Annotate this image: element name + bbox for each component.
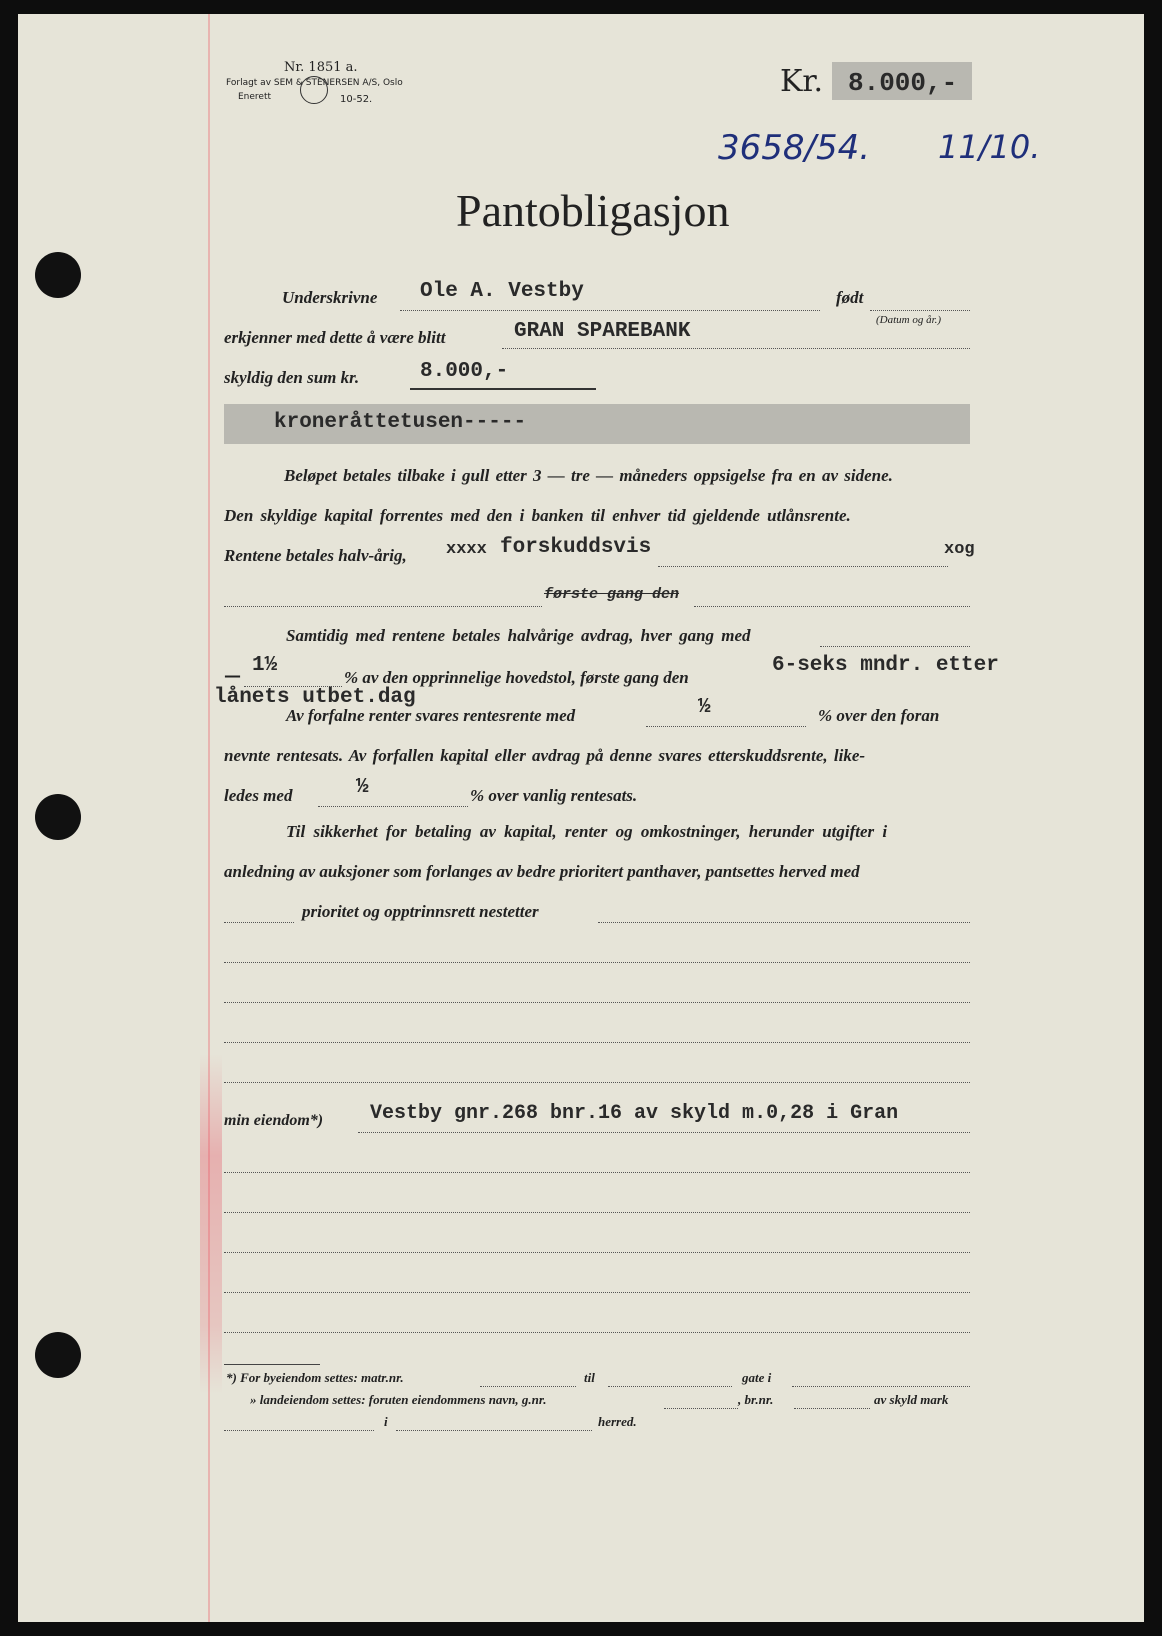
rentene-line xyxy=(658,566,948,567)
body-line-11: anledning av auksjoner som forlanges av bedre prioritert panthaver, pantsettes herved med xyxy=(224,862,860,881)
forste-avdrag-cont: lånets utbet.dag xyxy=(214,686,416,709)
footnote-i-line xyxy=(396,1430,592,1431)
publisher-enerett: Enerett xyxy=(238,92,272,102)
rentene-label: Rentene betales halv-årig, xyxy=(224,546,407,565)
blank-line-7 xyxy=(224,1252,970,1253)
creditor-line xyxy=(502,348,970,349)
fodt-label: født xyxy=(836,288,864,307)
rentene-value: forskuddsvis xyxy=(500,536,652,559)
publisher-date: 10-52. xyxy=(340,94,373,105)
punch-hole-bottom xyxy=(35,1332,81,1378)
handwritten-reference: 3658/54. xyxy=(718,128,871,168)
amount-label: Kr. xyxy=(780,64,823,99)
ledes-value: ½ xyxy=(356,776,369,799)
blank-line-4 xyxy=(224,1082,970,1083)
avdrag-percent: 1½ xyxy=(252,654,278,677)
publisher-line: Forlagt av SEM & STENERSEN A/S, Oslo xyxy=(226,78,403,88)
body-line-8: nevnte rentesats. Av forfallen kapital eller avdrag på denne svares etterskuddsrente, like- xyxy=(224,746,866,765)
footnote-line-3b: herred. xyxy=(598,1414,637,1429)
rentene-end: xog xyxy=(944,540,975,559)
erkjenner-label: erkjenner med dette å være blitt xyxy=(224,328,446,347)
underskrivne-label: Underskrivne xyxy=(282,288,378,307)
footnote-matr-line xyxy=(480,1386,576,1387)
body-line-5: Samtidig med rentene betales halvårige avdrag, hver gang med xyxy=(286,626,751,645)
footnote-line-2b: , br.nr. xyxy=(738,1392,774,1407)
skyldig-label: skyldig den sum kr. xyxy=(224,368,360,387)
ledes-end: % over vanlig rentesats. xyxy=(470,786,638,805)
footnote-line-2a: » landeiendom settes: foruten eiendommens navn, g.nr. xyxy=(250,1392,547,1407)
blank-line-8 xyxy=(224,1292,970,1293)
blank-line-3 xyxy=(224,1042,970,1043)
footnote-gate-line xyxy=(792,1386,970,1387)
footnote-line-2c: av skyld mark xyxy=(874,1392,949,1407)
avdrag-line xyxy=(820,646,970,647)
eiendom-value: Vestby gnr.268 bnr.16 av skyld m.0,28 i Gran xyxy=(370,1102,899,1125)
blank-line-5 xyxy=(224,1172,970,1173)
document-page xyxy=(18,14,1144,1622)
footnote-mark-line xyxy=(224,1430,374,1431)
sum-underline xyxy=(410,388,596,390)
rentesrente-value: ½ xyxy=(698,696,711,719)
ledes-line xyxy=(318,806,468,807)
rentesrente-line xyxy=(646,726,806,727)
underskrivne-line xyxy=(400,310,820,311)
blank-line-6 xyxy=(224,1212,970,1213)
sum-value: 8.000,- xyxy=(420,360,509,383)
ledes-label: ledes med xyxy=(224,786,293,805)
body-line-2: Den skyldige kapital forrentes med den i banken til enhver tid gjeldende utlånsrente. xyxy=(224,506,851,525)
body-line-10: Til sikkerhet for betaling av kapital, renter og omkostninger, herunder utgifter i xyxy=(286,822,888,841)
body-line-12: prioritet og opptrinnsrett nestetter xyxy=(302,902,539,921)
fodt-line xyxy=(870,310,970,311)
rentesrente-label: Av forfalne renter svares rentesrente med xyxy=(286,706,576,725)
forste-avdrag-value: 6-seks mndr. etter xyxy=(772,654,999,677)
punch-hole-top xyxy=(35,252,81,298)
forste-line-right xyxy=(694,606,970,607)
prioritet-line-right xyxy=(598,922,970,923)
dash: — xyxy=(224,666,241,686)
blank-line-9 xyxy=(224,1332,970,1333)
footnote-line-1b: til xyxy=(584,1370,595,1385)
body-line-1: Beløpet betales tilbake i gull etter 3 — tre — måneders oppsigelse fra en av sidene. xyxy=(284,466,893,485)
publisher-logo xyxy=(300,76,328,104)
body-line-6: % av den opprinnelige hovedstol, første gang den xyxy=(344,668,689,687)
sum-in-words: kroneråttetusen----- xyxy=(274,411,527,434)
punch-hole-middle xyxy=(35,794,81,840)
eiendom-line xyxy=(358,1132,970,1133)
footnote-rule xyxy=(224,1364,320,1365)
handwritten-date: 11/10. xyxy=(938,128,1041,166)
prioritet-line-left xyxy=(224,922,294,923)
datum-label: (Datum og år.) xyxy=(876,314,942,326)
rentene-strike: xxxx xyxy=(446,540,487,559)
document-title: Pantobligasjon xyxy=(456,185,730,236)
footnote-gnr-line xyxy=(664,1408,738,1409)
footnote-brnr-line xyxy=(794,1408,870,1409)
footnote-line-3a: i xyxy=(384,1414,388,1429)
blank-line-1 xyxy=(224,962,970,963)
form-number: Nr. 1851 a. xyxy=(284,60,358,75)
underskrivne-value: Ole A. Vestby xyxy=(420,280,584,303)
amount-value: 8.000,- xyxy=(848,68,958,98)
creditor-value: GRAN SPAREBANK xyxy=(514,320,691,343)
footnote-line-1c: gate i xyxy=(742,1370,772,1385)
forste-gang-value: første gang den xyxy=(544,586,680,603)
blank-line-2 xyxy=(224,1002,970,1003)
forste-line-left xyxy=(224,606,542,607)
footnote-line-1a: *) For byeiendom settes: matr.nr. xyxy=(226,1370,404,1385)
footnote-til-line xyxy=(608,1386,732,1387)
rentesrente-end: % over den foran xyxy=(818,706,940,725)
eiendom-label: min eiendom*) xyxy=(224,1112,324,1129)
red-stain xyxy=(200,1054,222,1394)
